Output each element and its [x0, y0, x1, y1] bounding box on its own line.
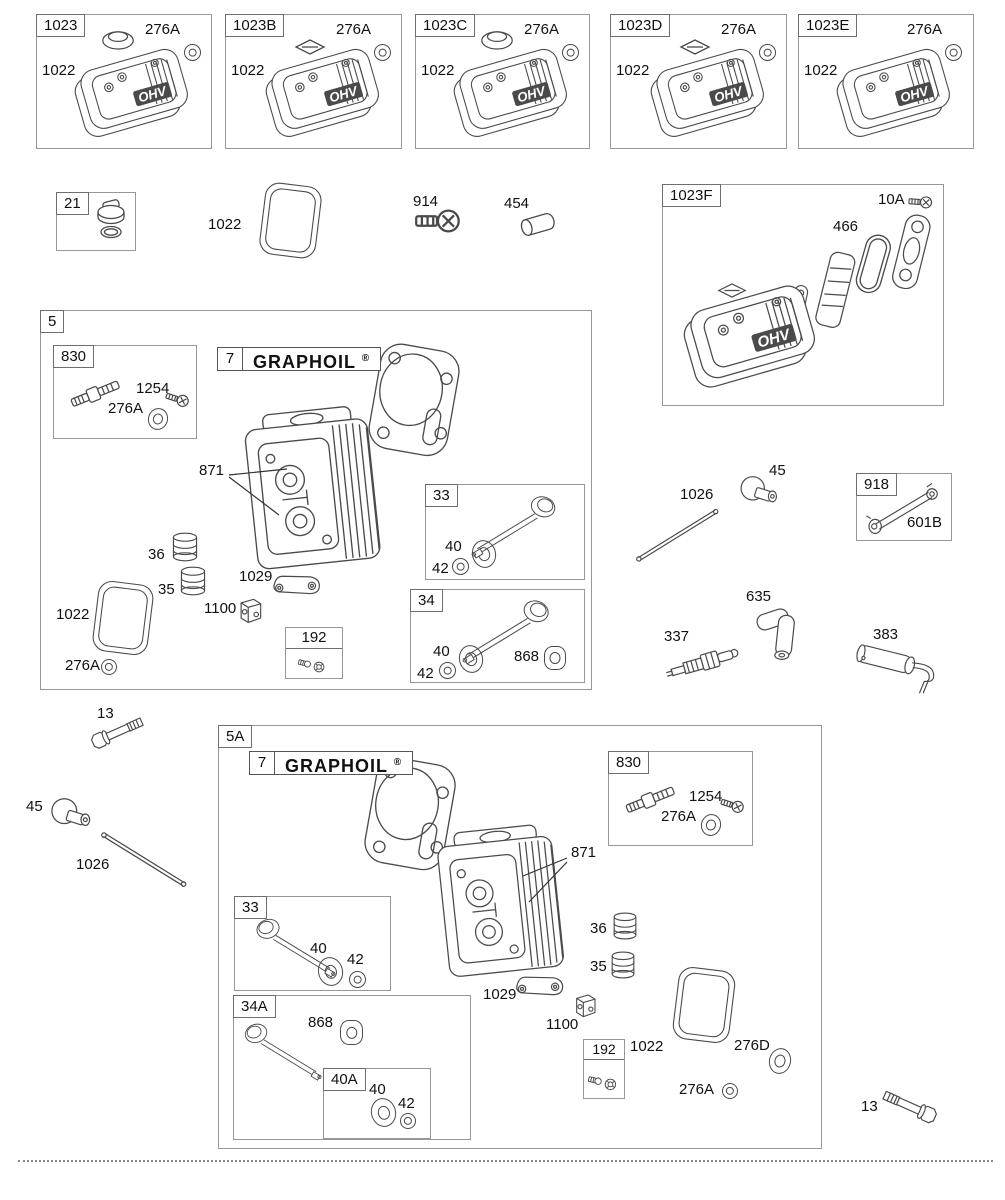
- figure-id: 33: [433, 487, 450, 504]
- plug-wrench-drawing: [850, 628, 954, 698]
- part-label-337: 337: [664, 628, 690, 645]
- figure-box-1023D: [610, 14, 787, 149]
- figure-id: 21: [64, 195, 81, 212]
- part-label-276D: 276D: [734, 1037, 770, 1054]
- figure-id-box: [233, 995, 276, 1018]
- part-label-42: 42: [347, 951, 364, 968]
- part-label-635: 635: [746, 588, 772, 605]
- rocker-arm-drawing: [268, 563, 324, 605]
- part-label-1254: 1254: [689, 788, 723, 805]
- figure-id-box: [56, 192, 89, 215]
- part-label-42: 42: [417, 665, 434, 682]
- head-bolt-drawing: [876, 1084, 942, 1132]
- breather-tube-box-918: [856, 473, 952, 541]
- part-label-cover: 1022: [421, 62, 455, 79]
- figure-id-box: [410, 589, 443, 612]
- head-bolt-drawing: [86, 711, 150, 757]
- part-label-cover: 1022: [231, 62, 265, 79]
- figure-id-box: [36, 14, 85, 37]
- spark-plug-drawing: [658, 640, 748, 692]
- part-label-383: 383: [873, 626, 899, 643]
- part-label-grommet: 276A: [524, 21, 560, 38]
- washer-icon: [766, 1046, 794, 1077]
- figure-id: 192: [584, 1040, 624, 1060]
- figure-box-21: [56, 192, 136, 251]
- part-label-1022-gasket: 1022: [208, 216, 242, 233]
- part-label-1026: 1026: [76, 856, 110, 873]
- graphoil-brand: GRAPHOIL ®: [285, 756, 403, 776]
- part-label-42: 42: [432, 560, 449, 577]
- part-label-868: 868: [514, 648, 540, 665]
- figure-id: 1023C: [423, 17, 468, 34]
- figure-id-box: [610, 14, 670, 37]
- exhaust-valve-box-34A: [233, 995, 471, 1140]
- cover-gasket-drawing: [665, 946, 743, 1064]
- figure-box-1023: [36, 14, 212, 149]
- figure-id: 40A: [331, 1071, 358, 1088]
- figure-box-1023C: [415, 14, 590, 149]
- brand-diamond-icon: [292, 37, 328, 57]
- graphoil-brand: GRAPHOIL ®: [253, 352, 371, 372]
- part-label-1100: 1100: [546, 1016, 579, 1033]
- callout-lines-871: [227, 461, 291, 523]
- figure-id-box: [856, 473, 897, 496]
- nut-screw-icons: [288, 646, 338, 676]
- oil-cap-knob-icon: [478, 27, 516, 52]
- part-label-cover: 1022: [42, 62, 76, 79]
- oil-fill-cap-drawing: [93, 197, 129, 245]
- figure-id: 830: [616, 754, 642, 771]
- washer-icon: [698, 811, 724, 838]
- graphoil-ref-number: 7: [218, 348, 243, 370]
- retainer-icon: [400, 1113, 416, 1129]
- figure-id-box: [608, 751, 649, 774]
- figure-id: 1023F: [670, 187, 713, 204]
- valve-cover-drawing: [823, 35, 963, 143]
- part-label-1029: 1029: [239, 568, 273, 585]
- cover-gasket-drawing: [242, 177, 339, 264]
- part-label-466: 466: [833, 218, 859, 235]
- part-label-35: 35: [158, 581, 175, 598]
- figure-id-box: [798, 14, 857, 37]
- graphoil-label-box: [249, 751, 413, 775]
- nut-box-192: [583, 1039, 625, 1099]
- part-label-45: 45: [769, 462, 786, 479]
- retainer-icon: [452, 558, 469, 575]
- valve-cover-drawing: [673, 269, 825, 395]
- part-label-276A: 276A: [65, 657, 101, 674]
- part-label-1022: 1022: [56, 606, 90, 623]
- push-rod-drawing: [95, 830, 193, 894]
- grommet-icon: [722, 1083, 738, 1099]
- diagram-bottom-rule: [18, 1160, 993, 1162]
- part-label-grommet: 276A: [721, 21, 757, 38]
- part-label-10A: 10A: [878, 191, 905, 208]
- rocker-guide-drawing: [234, 592, 266, 628]
- bushing-icon: [340, 1020, 363, 1045]
- valve-seal-icon: [368, 1095, 399, 1129]
- figure-box-5: [40, 310, 592, 690]
- tappet-drawing: [739, 474, 779, 508]
- valve-spring-drawing: [177, 564, 209, 598]
- figure-id: 5: [48, 313, 57, 330]
- plug-boot-drawing: [753, 602, 805, 662]
- part-label-45: 45: [26, 798, 43, 815]
- figure-id: 830: [61, 348, 87, 365]
- rocker-arm-drawing: [510, 964, 568, 1006]
- figure-id-box: [323, 1068, 366, 1091]
- intake-valve-box-33: [234, 896, 391, 991]
- washer-icon: [145, 405, 171, 432]
- part-label-13: 13: [97, 705, 114, 722]
- part-label-276A: 276A: [108, 400, 144, 417]
- figure-id: 918: [864, 476, 890, 493]
- part-label-grommet: 276A: [907, 21, 943, 38]
- part-label-1100: 1100: [204, 600, 237, 617]
- figure-id: 33: [242, 899, 259, 916]
- intake-valve-box-33: [425, 484, 585, 580]
- figure-id: 34: [418, 592, 435, 609]
- graphoil-label-box: [217, 347, 381, 371]
- part-label-276A: 276A: [661, 808, 697, 825]
- rocker-stud-box-830: [53, 345, 197, 439]
- part-label-grommet: 276A: [336, 21, 372, 38]
- part-label-871: 871: [199, 462, 225, 479]
- tappet-drawing: [50, 795, 92, 833]
- figure-id-box: [234, 896, 267, 919]
- part-label-36: 36: [590, 920, 607, 937]
- callout-lines-871: [517, 850, 569, 908]
- part-label-914: 914: [413, 193, 439, 210]
- figure-id: 192: [286, 628, 342, 649]
- figure-id: 1023: [44, 17, 78, 34]
- push-rod-drawing: [630, 503, 725, 563]
- seal-box-40A: [323, 1068, 431, 1139]
- part-label-1026: 1026: [680, 486, 714, 503]
- part-label-cover: 1022: [804, 62, 838, 79]
- screw-1254-drawing: [719, 796, 745, 814]
- part-label-40: 40: [433, 643, 450, 660]
- figure-id-box: [415, 14, 475, 37]
- graphoil-ref-number: 7: [250, 752, 275, 774]
- registered-mark: ®: [361, 353, 371, 364]
- brand-diamond-icon: [715, 281, 749, 300]
- valve-drawing: [239, 913, 367, 979]
- rocker-stud-box-830: [608, 751, 753, 846]
- part-label-40: 40: [310, 940, 327, 957]
- figure-box-5A: [218, 725, 822, 1149]
- figure-id: 1023D: [618, 17, 663, 34]
- figure-id: 1023E: [806, 17, 850, 34]
- valve-spring-drawing: [607, 950, 639, 980]
- nut-screw-icons: [580, 1062, 628, 1094]
- part-label-42: 42: [398, 1095, 415, 1112]
- brand-diamond-icon: [677, 37, 713, 57]
- part-label-grommet: 276A: [145, 21, 181, 38]
- part-label-871: 871: [571, 844, 597, 861]
- part-label-13: 13: [861, 1098, 878, 1115]
- figure-id-box: [425, 484, 458, 507]
- figure-id: 1023B: [233, 17, 277, 34]
- figure-id-box: [662, 184, 721, 207]
- part-label-1254: 1254: [136, 380, 170, 397]
- figure-box-1023F: [662, 184, 944, 406]
- figure-id-box: [218, 725, 252, 748]
- part-label-cover: 1022: [616, 62, 650, 79]
- part-label-1029: 1029: [483, 986, 517, 1003]
- figure-id-box: [40, 310, 64, 333]
- figure-box-1023B: [225, 14, 402, 149]
- figure-id: 34A: [241, 998, 268, 1015]
- part-label-35: 35: [590, 958, 607, 975]
- breather-body-drawing: [885, 211, 939, 295]
- part-label-36: 36: [148, 546, 165, 563]
- part-label-868: 868: [308, 1014, 334, 1031]
- part-label-40: 40: [369, 1081, 386, 1098]
- part-label-276A: 276A: [679, 1081, 715, 1098]
- valve-spring-drawing: [169, 531, 201, 563]
- part-label-601B: 601B: [907, 514, 943, 531]
- part-label-454: 454: [504, 195, 530, 212]
- exhaust-valve-box-34: [410, 589, 585, 683]
- nut-box-192: [285, 627, 343, 679]
- figure-box-1023E: [798, 14, 974, 149]
- oil-cap-knob-icon: [99, 27, 137, 52]
- figure-id: 5A: [226, 728, 245, 745]
- part-label-40: 40: [445, 538, 462, 555]
- part-label-1022: 1022: [630, 1038, 664, 1055]
- registered-mark: ®: [393, 757, 403, 768]
- valve-spring-drawing: [609, 911, 641, 941]
- figure-id-box: [225, 14, 284, 37]
- figure-id-box: [53, 345, 94, 368]
